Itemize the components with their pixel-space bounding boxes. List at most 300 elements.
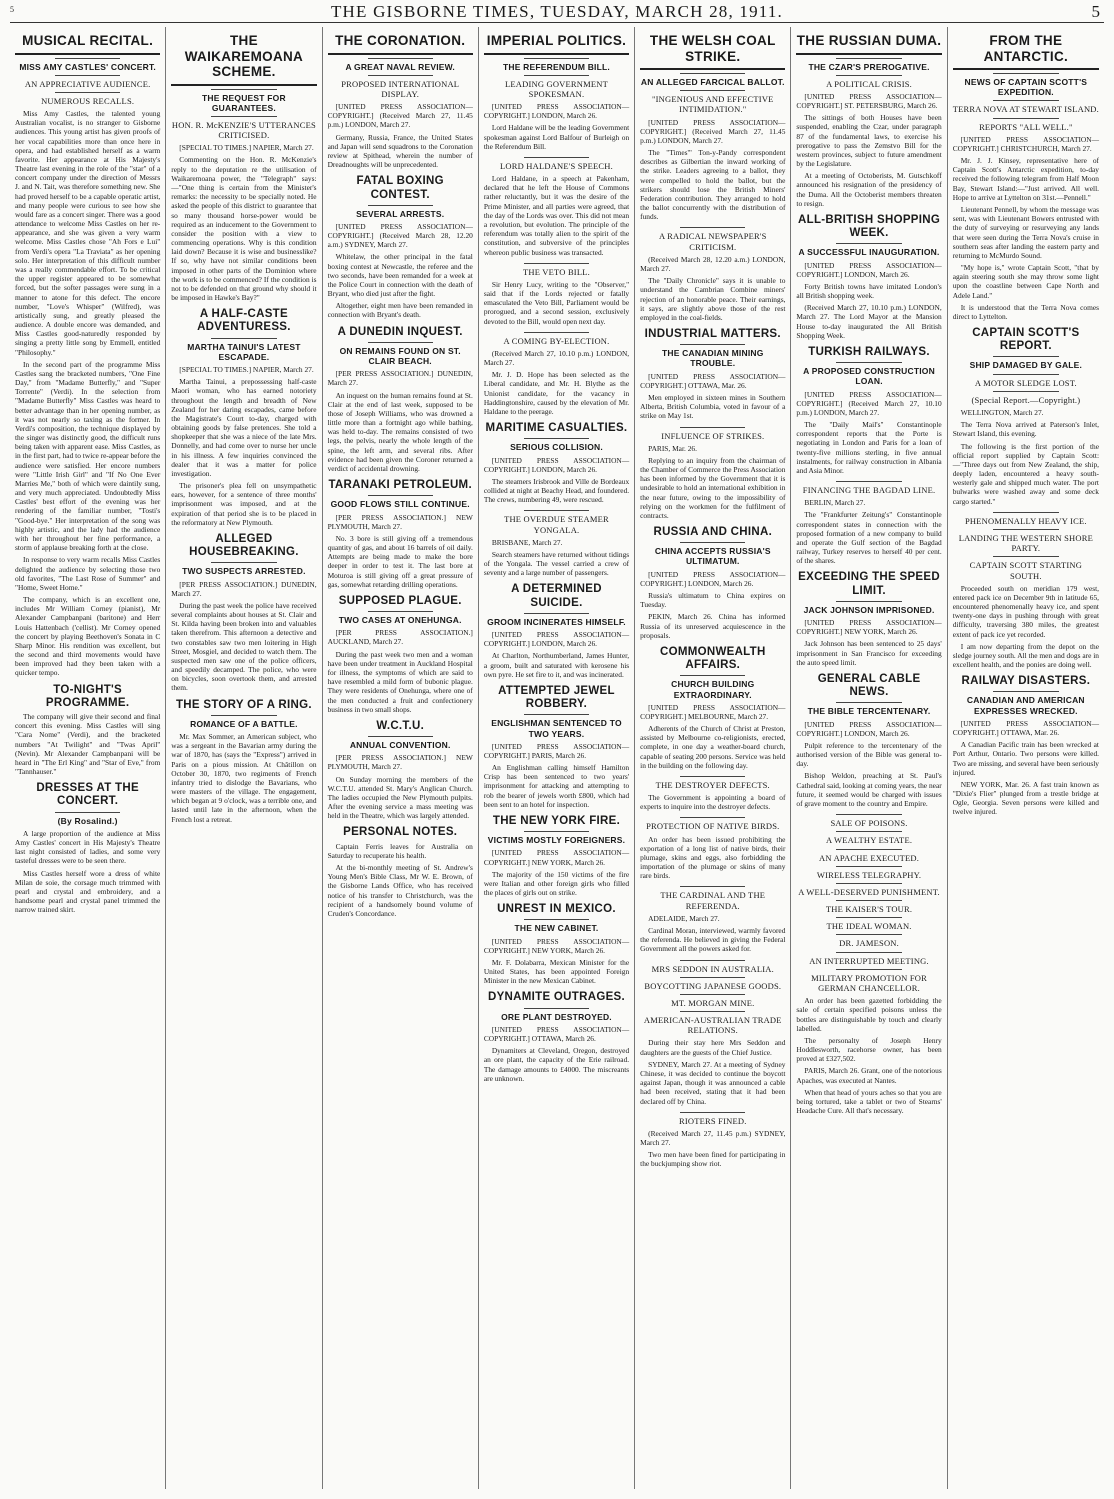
article-headline: TO-NIGHT'S PROGRAMME. (45, 683, 130, 709)
article-subheading: LANDING THE WESTERN SHORE PARTY. (958, 532, 1093, 554)
news-column (479, 27, 635, 1489)
article-headline: RAILWAY DISASTERS. (961, 675, 1091, 688)
article-subheading: THE VETO BILL. (523, 266, 590, 277)
article-headline: THE WELSH COAL STRIKE. (640, 33, 785, 70)
article-paragraph: Dynamiters at Cleveland, Oregon, destroyed an ore plant, the capacity of the Erie railroad. The damage amounts to £4000. The miscreants are unknown. (483, 1046, 630, 1083)
article-paragraph: [UNITED PRESS ASSOCIATION—COPYRIGHT.] LONDON, March 26. (640, 569, 786, 588)
article-subheading: TWO SUSPECTS ARRESTED. (182, 566, 306, 577)
article (796, 33, 941, 208)
article-subheading: AN APPRECIATIVE AUDIENCE. (24, 78, 151, 89)
article-paragraph: Germany, Russia, France, the United States and Japan will send squadrons to the Coronation review at Spithead, wherein the number of Dreadnoughts will be unprecedented. (327, 132, 473, 170)
article-subheading: THE KAISER'S TOUR. (825, 904, 913, 915)
article-subheading: A COMING BY-ELECTION. (503, 335, 610, 346)
article-headline: MUSICAL RECITAL. (15, 33, 160, 55)
news-column (166, 27, 322, 1489)
article (640, 427, 785, 521)
article (484, 422, 629, 504)
article (640, 526, 785, 640)
article-subheading: A POLITICAL CRISIS. (826, 78, 913, 89)
article-paragraph: [UNITED PRESS ASSOCIATION—COPYRIGHT.] LONDON, March 26. (483, 102, 630, 121)
article (484, 583, 629, 678)
divider-rule (680, 1112, 745, 1113)
article-subheading: PHENOMENALLY HEAVY ICE. (964, 515, 1087, 526)
divider-rule (993, 356, 1059, 357)
divider-rule (55, 75, 120, 76)
article-headline: EXCEEDING THE SPEED LIMIT. (798, 571, 940, 597)
article-subheading: AN ALLEGED FARCICAL BALLOT. (640, 77, 785, 88)
article-subheading: THE CZAR'S PREROGATIVE. (808, 61, 930, 72)
article-paragraph: The majority of the 150 victims of the fire were Italian and other foreign girls who filled the places of girls out on strike. (483, 869, 630, 898)
divider-rule (55, 812, 120, 813)
article-subheading: A MOTOR SLEDGE LOST. (974, 377, 1077, 388)
article (171, 33, 316, 302)
divider-rule (993, 691, 1059, 692)
newspaper-title: THE GISBORNE TIMES, TUESDAY, MARCH 28, 1911. (330, 2, 784, 21)
article-paragraph: [PER PRESS ASSOCIATION.] NEW PLYMOUTH, March 27. (327, 753, 473, 772)
divider-rule (211, 562, 276, 563)
divider-rule (993, 73, 1059, 74)
article-paragraph: PARIS, March 26. Grant, one of the notorious Apaches, was executed at Nantes. (796, 1066, 942, 1085)
page-number: 5 (1091, 2, 1100, 21)
article-paragraph: [UNITED PRESS ASSOCIATION—COPYRIGHT.] (Received March 27, 10.10 p.m.) LONDON, March 27. (796, 389, 942, 417)
article-paragraph: Men employed in sixteen mines in Southern Alberta, British Columbia, voted in favour of a strike on May 1st. (640, 393, 786, 421)
divider-rule (836, 814, 901, 815)
article-headline: FATAL BOXING CONTEST. (356, 175, 444, 201)
article (953, 675, 1099, 816)
article-paragraph: [UNITED PRESS ASSOCIATION—COPYRIGHT.] (Received March 28, 12.20 a.m.) SYDNEY, March 27. (327, 221, 473, 250)
article-paragraph: The company will give their second and final concert this evening. Miss Castles will sing "Cara Nome" (Verdi), and the bracketed numbers "At Twilight" and "Twas April" (Nevin). Mr Alexander Campbanpani will be heard in "The Erl King" and "Star of Eve," from "Tannhauser." (15, 712, 161, 777)
article-paragraph: An inquest on the human remains found at St. Clair at the end of last week, supposed to be those of Joseph Williams, who was drowned a little more than a fortnight ago while bathing, was held to-day. The remains consisted of two legs, the pelvis, nearly the whole length of the spine, the left arm, and several ribs. After evidence had been given the Coroner returned a verdict of accidental drowning. (327, 390, 473, 473)
article (640, 886, 785, 953)
divider-rule (524, 613, 589, 614)
article-paragraph: BERLIN, March 27. (804, 498, 866, 508)
article-paragraph: BRISBANE, March 27. (491, 537, 563, 547)
article-subheading: ON REMAINS FOUND ON ST. CLAIR BEACH. (339, 345, 461, 367)
article (953, 512, 1099, 669)
article-paragraph: The company, which is an excellent one, includes Mr William Corney (pianist), Mr Alexander Campbanpani (baritone) and Herr Louis Hattenbach ('cellist). Mr Corney opened the concert by playing Beethoven's Sonata in C Sharp Minor. His rendition was excellent, but the second and third movements would have been improved had they been taken with a quicker tempo. (15, 595, 161, 678)
article-paragraph: [UNITED PRESS ASSOCIATION—COPYRIGHT.] LONDON, March 26. (796, 719, 942, 738)
article-paragraph: Search steamers have returned without tidings of the Yongala. The vessel carried a crew of seventy and a large number of passengers. (483, 549, 630, 578)
article-paragraph: [SPECIAL TO TIMES.] NAPIER, March 27. (179, 365, 314, 375)
article-subheading: MISS AMY CASTLES' CONCERT. (19, 61, 156, 72)
divider-rule (680, 960, 745, 961)
article (328, 826, 473, 918)
article (484, 903, 629, 985)
divider-rule (680, 994, 745, 995)
article-paragraph: Cardinal Moran, interviewed, warmly favored the referenda. He believed in giving the Federal Government all the powers asked for. (640, 926, 786, 954)
article-subheading: NUMEROUS RECALLS. (41, 95, 135, 106)
article-subheading: WIRELESS TELEGRAPHY. (816, 869, 922, 880)
article (953, 33, 1099, 321)
article-subheading: (Special Report.—Copyright.) (971, 394, 1081, 405)
article (328, 595, 473, 714)
article-headline: MARITIME CASUALTIES. (485, 422, 628, 435)
article-headline: THE RUSSIAN DUMA. (796, 33, 941, 55)
article-subheading: THE IDEAL WOMAN. (826, 921, 912, 932)
article-paragraph: [UNITED PRESS ASSOCIATION—COPYRIGHT.] NEW YORK, March 26. (796, 618, 942, 637)
article-subheading: MT. MORGAN MINE. (671, 997, 755, 1008)
article (796, 481, 941, 565)
article-subheading: A SUCCESSFUL INAUGURATION. (798, 247, 940, 258)
divider-rule (993, 512, 1059, 513)
article-paragraph: WELLINGTON, March 27. (960, 408, 1044, 418)
article (15, 782, 160, 914)
article-paragraph: Mr. J. J. Kinsey, representative here of Captain Scott's Antarctic expedition, to-day received the following telegram from Half Moon Bay, Stewart Island:—"Just arrived. All well. Hope to arrive at Lyttelton on 31st.—Pennell." (952, 156, 1099, 202)
article-paragraph: [PER PRESS ASSOCIATION.] AUCKLAND, March 27. (327, 628, 473, 647)
article-headline: UNREST IN MEXICO. (497, 903, 616, 916)
article-paragraph: It is understood that the Terra Nova comes direct to Lyttelton. (952, 302, 1099, 321)
divider-rule (993, 374, 1059, 375)
article-paragraph: [UNITED PRESS ASSOCIATION—COPYRIGHT.] LONDON, March 26. (483, 630, 630, 649)
article-headline: PERSONAL NOTES. (343, 826, 458, 839)
article-subheading: VICTIMS MOSTLY FOREIGNERS. (487, 835, 626, 846)
divider-rule (524, 1008, 589, 1009)
divider-rule (524, 75, 589, 76)
divider-rule (680, 542, 745, 543)
divider-rule (524, 438, 589, 439)
article-paragraph: SYDNEY, March 27. At a meeting of Sydney Chinese, it was decided to continue the boycott against Japan, though it was announced a cable had been received, stating that it had been declared off by China. (640, 1059, 786, 1106)
article-subheading: GOOD FLOWS STILL CONTINUE. (330, 499, 470, 510)
article-subheading: AN APACHE EXECUTED. (819, 852, 920, 863)
divider-rule (836, 362, 901, 363)
article (640, 227, 785, 322)
divider-rule (524, 58, 589, 59)
article (328, 479, 473, 589)
article-paragraph: Mr. F. Dolabarra, Mexican Minister for the United States, has been appointed Foreign Minister in the new Mexican Cabinet. (483, 957, 630, 986)
article-paragraph: [SPECIAL TO TIMES.] NAPIER, March 27. (179, 143, 314, 153)
article-paragraph: [PER PRESS ASSOCIATION.] DUNEDIN, March 27. (171, 579, 317, 598)
article (640, 33, 785, 221)
article-paragraph: [UNITED PRESS ASSOCIATION—COPYRIGHT.] PARIS, March 26. (483, 741, 630, 760)
divider-rule (836, 243, 901, 244)
article (328, 175, 473, 319)
divider-rule (836, 601, 901, 602)
article-paragraph: The steamers Irisbrook and Ville de Bordeaux collided at night at Beachy Head, and foundered. The crews, numbering 49, were rescued. (483, 476, 630, 505)
article-subheading: SERIOUS COLLISION. (510, 442, 603, 453)
article-paragraph: [UNITED PRESS ASSOCIATION—COPYRIGHT.] LONDON, March 26. (483, 455, 630, 474)
article-headline: INDUSTRIAL MATTERS. (644, 328, 781, 341)
article-headline: THE WAIKAREMOANA SCHEME. (171, 33, 316, 86)
divider-rule (836, 75, 901, 76)
article-paragraph: Jack Johnson has been sentenced to 25 days' imprisonment in San Francisco for exceeding the auto speed limit. (796, 639, 942, 667)
article-paragraph: The "Frankfurter Zeitung's" Constantinople correspondent states in connection with the proposed formation of a new company to build and operate the Gulf section of the Bagdad railway, Turkey reserves to herself 40 per cent. of the shares. (796, 510, 942, 566)
article-headline: DRESSES AT THE CONCERT. (36, 782, 139, 808)
article-paragraph: Lieutenant Pennell, by whom the message was sent, was with Lieutenant Bowers entrusted with the duty of surveying or resurveying any lands that were seen during the Terra Nova's cruise in southern seas after landing the eastern party and returning to McMurdo Sound. (952, 204, 1099, 260)
article-subheading: HON. R. McKENZIE'S UTTERANCES CRITICISED. (171, 119, 316, 141)
article-paragraph: [UNITED PRESS ASSOCIATION—COPYRIGHT.] (Received March 27, 11.45 p.m.) LONDON, March 27. (327, 102, 473, 130)
article-paragraph: No. 3 bore is still giving off a tremendous quantity of gas, and about 16 barrels of oil daily. Attempts are being made to make the bore deeper in order to test it. The last bore at Moturoa is still giving off a great pressure of gas, somewhat retarding drilling operations. (327, 533, 473, 589)
article-paragraph: During the past week two men and a woman have been under treatment in Auckland Hospital for illness, the symptoms of which are said to have resembled a mild form of bubonic plague. They were residents of Onehunga, where one of the men conducted a fruit and confectionery business in two small shops. (327, 649, 473, 714)
article-paragraph: On Sunday morning the members of the W.C.T.U. attended St. Mary's Anglican Church. The ladies occupied the New Plymouth pulpits. After the evening service a mass meeting was held in the Theatre, which was largely attended. (327, 774, 473, 821)
divider-rule (524, 263, 589, 264)
article-subheading: JACK JOHNSON IMPRISONED. (803, 604, 935, 615)
divider-rule (368, 342, 433, 343)
divider-rule (680, 675, 745, 676)
article-subheading: THE BIBLE TERCENTENARY. (807, 706, 931, 717)
divider-rule (680, 886, 745, 887)
article-paragraph: [PER PRESS ASSOCIATION.] DUNEDIN, March 27. (327, 369, 473, 388)
article-subheading: TWO CASES AT ONEHUNGA. (338, 615, 462, 626)
article-subheading: INFLUENCE OF STRIKES. (661, 430, 765, 441)
article (484, 991, 629, 1082)
news-column (10, 27, 166, 1489)
article-headline: IMPERIAL POLITICS. (484, 33, 629, 55)
article-headline: FROM THE ANTARCTIC. (953, 33, 1099, 70)
divider-rule (836, 934, 901, 935)
article-paragraph: ADELAIDE, March 27. (648, 913, 720, 923)
article-paragraph: Sir Henry Lucy, writing to the "Observer," said that if the Lords rejected or fatally emasculated the Veto Bill, Parliament would be prorogued, and a second session, exclusively devoted to the Bill, would open next day. (483, 279, 630, 326)
masthead (10, 0, 1104, 23)
article-paragraph: Pulpit reference to the tercentenary of the authorised version of the Bible was general to-day. (796, 740, 942, 769)
article-paragraph: At a meeting of Octoberists, M. Gutschkoff announced his resignation of the presidency of the Duma. All the Octoberist members threaten to resign. (796, 171, 942, 208)
article-paragraph: When that head of yours aches so that you are being tortured, take a tablet or two of Stearns' Headache Cure. All that's necessary. (796, 1087, 942, 1116)
article-paragraph: Whitelaw, the other principal in the fatal boxing contest at Newcastle, the referee and the two seconds, have been remanded for a week at the Police Court in connection with the death of Bryant, who died just after the fight. (327, 252, 473, 299)
article-paragraph: In response to very warm recalls Miss Castles delighted the audience by selecting those two old favorites, "The Last Rose of Summer" and "Home, Sweet Home." (15, 555, 161, 592)
article-subheading: A GREAT NAVAL REVIEW. (345, 61, 455, 72)
divider-rule (680, 344, 745, 345)
divider-rule (680, 1011, 745, 1012)
article-paragraph: PARIS, Mar. 26. (648, 443, 697, 453)
divider-rule (524, 332, 589, 333)
article (640, 817, 785, 880)
article (15, 684, 160, 777)
article-paragraph: [UNITED PRESS ASSOCIATION—COPYRIGHT.] CHRISTCHURCH, March 27. (952, 134, 1099, 153)
article (484, 510, 629, 577)
article-paragraph: In the second part of the programme Miss Castles sang the bracketed numbers, "One Fine Day," from "Madame Butterfly," and "Super Torrente" (Verdi). In the selection from "Madame Butterfly" Miss Castles was heard to better advantage than in her opening number, as it was not nearly so taxing as the former. In Verdi's composition, the technique displayed by the singer was distinctly good, the difficult runs being taken with apparent ease. Miss Castles, as in the first part, had to twice re-appear before the audience were satisfied. Her encore numbers were "Little Irish Girl" and "If No One Ever Marries Me," both of which were daintily sung, and very much appreciated. Undoubtedly Miss Castles' best effort of the evening was her rendering of the familiar number, "Tosti's "Good-bye." Her interpretation of the song was highly artistic, and the lady had the audience with her throughout her fine performance, a storm of applause breaking forth at the close. (15, 359, 161, 553)
article-paragraph: [UNITED PRESS ASSOCIATION—COPYRIGHT.] ST. PETERSBURG, March 26. (796, 91, 942, 111)
article-subheading: TERRA NOVA AT STEWART ISLAND. (952, 104, 1099, 115)
divider-rule (368, 611, 433, 612)
article-subheading: FINANCING THE BAGDAD LINE. (802, 485, 936, 496)
article-paragraph: The "Daily Mail's" Constantinople correspondent reports that the Porte is negotiating in London and Paris for a loan of twenty-five millions sterling, in five annual instalments, for railway construction in Albania and Asia Minor. (796, 420, 942, 475)
article-paragraph: Lord Haldane, in a speech at Pakenham, declared that he left the House of Commons rather reluctantly, but it was the desire of the Prime Minister, and all parties were agreed, that the day of the Lords was over. This did not mean a revolution, but evolution. The principle of the referendum was totally alien to the spirit of the constitution, and subversive of the principles whereon public business was transacted. (483, 174, 630, 257)
article-paragraph: The Government is appointing a board of experts to inquire into the destroyer defects. (640, 793, 786, 812)
article (484, 263, 629, 326)
article-paragraph: Adherents of the Church of Christ at Preston, assisted by Melbourne co-religionists, erected, complete, in one day a weather-board church, capable of seating 200 persons. Service was held in the building on the following day. (640, 724, 786, 770)
article-paragraph: Miss Castles herself wore a dress of white Milan de soie, the corsage much trimmed with pearl and crystal and embroidery, and a handsome pearl and crystal panel trimmed the narrow trained skirt. (15, 868, 161, 915)
article-paragraph: [UNITED PRESS ASSOCIATION—COPYRIGHT.] NEW YORK, March 26. (483, 936, 630, 955)
article-paragraph: Forty British towns have imitated London's all British shopping week. (796, 281, 942, 301)
divider-rule (211, 338, 276, 339)
article-paragraph: PEKIN, March 26. China has informed Russia of its unreserved acquiescence in the proposals. (640, 612, 786, 640)
article-paragraph: [UNITED PRESS ASSOCIATION—COPYRIGHT.] OTTAWA, March 26. (483, 1024, 630, 1044)
article-headline: GENERAL CABLE NEWS. (817, 672, 921, 699)
divider-rule (836, 900, 901, 901)
divider-rule (680, 977, 745, 978)
divider-rule (680, 776, 745, 777)
article-subheading: MILITARY PROMOTION FOR GERMAN CHANCELLOR. (811, 972, 927, 994)
article-headline: TURKISH RAILWAYS. (808, 345, 930, 358)
article-subheading: SEVERAL ARRESTS. (356, 208, 445, 219)
article-subheading: THE CANADIAN MINING TROUBLE. (662, 348, 764, 369)
article-paragraph: Lord Haldane will be the leading Government spokesman against Lord Balfour of Burleigh on the Referendum Bill. (483, 123, 630, 151)
article-paragraph: The personalty of Joseph Henry Hoddlesworth, racehorse owner, has been proved at £327,502. (796, 1035, 942, 1064)
news-column (948, 27, 1104, 1489)
article-paragraph: Martha Tainui, a prepossessing half-caste Maori woman, who has earned notoriety throughout the length and breadth of New Zealand for her daring escapades, came before the Magistrate's Court to-day, charged with obtaining goods by false pretences. She told a shopkeeper that she was a niece of the late Mrs. Donnelly, and had come over to nurse her uncle in his illness. A few inquiries convinced the dealer that it was a matter for police investigation. (171, 377, 317, 478)
article-paragraph: (Received March 27, 10.10 p.m.) LONDON, March 27. (483, 348, 630, 368)
article-subheading: A WEALTHY ESTATE. (825, 835, 913, 846)
article-paragraph: [UNITED PRESS ASSOCIATION—COPYRIGHT.] (Received March 27, 11.45 p.m.) LONDON, March 27. (640, 117, 786, 145)
article-subheading: AN INTERRUPTED MEETING. (809, 955, 929, 966)
article-paragraph: An order has been gazetted forbidding the sale of certain specified poisons unless the bottles are distinguishable by touch and clearly labelled. (796, 996, 942, 1033)
article-paragraph: During the past week the police have received several complaints about houses at St. Clair and St. Kilda having been broken into and valuables taken therefrom. This afternoon a detective and two constables saw two men loitering in High Street, Mosgiel, and decided to watch them. The suspected men saw one of the police officers, and speedily decamped. The police, who were on bicycles, soon overtook them, and arrested them. (171, 600, 317, 693)
article-headline: RUSSIA AND CHINA. (653, 526, 773, 539)
article-paragraph: Mr. Max Sommer, an American subject, who was a sergeant in the Bavarian army during the war of 1870, has (says the "Express") arrived in Paris on a pious mission. At Châtillon on October 30, 1870, two regiments of French infantry tried to dislodge the Bavarians, who were masters of the village. The engagement, which began at 9 o'clock, was a terrible one, and lasted until late in the afternoon, when the French lost a retreat. (171, 732, 317, 824)
article-subheading: NEWS OF CAPTAIN SCOTT'S EXPEDITION. (964, 77, 1088, 98)
article-paragraph: A Canadian Pacific train has been wrecked at Port Arthur, Ontario. Two persons were killed. Two are missing, and several have been seriously injured. (952, 740, 1099, 777)
article-headline: ALLEGED HOUSEBREAKING. (189, 532, 299, 559)
divider-rule (211, 715, 276, 716)
article-paragraph: The "Times'" Ton-y-Pandy correspondent describes as Gilbertian the inward working of the strike. Leaders agreeing to a ballot, they were compelled to hold the ballot, but the strikers should lose the British Miners' Federation contribution. They arranged to hold the ballot concurrently with the distribution of funds. (640, 148, 786, 222)
article (640, 960, 785, 1106)
divider-rule (680, 90, 745, 91)
article-headline: A DETERMINED SUICIDE. (511, 583, 602, 609)
article (640, 776, 785, 812)
divider-rule (836, 883, 901, 884)
article (484, 33, 629, 151)
article-paragraph: Russia's ultimatum to China expires on Tuesday. (640, 591, 786, 610)
article-paragraph: At the bi-monthly meeting of St. Andrew's Young Men's Bible Class, Mr W. E. Brown, of the Gisborne Lands Office, who has received notice of his transfer to Christchurch, was the recipient of a handsomely bound volume of Cruden's Concordance. (327, 863, 473, 918)
divider-rule (524, 919, 589, 920)
article-paragraph: Replying to an inquiry from the chairman of the Chamber of Commerce the Press Association has been informed by the Government that it is undesirable to hold an international exhibition in the near future, owing to the impossibility of relying on the workmen for the fulfilment of contracts. (640, 455, 786, 520)
article (484, 685, 629, 809)
article-headline: THE NEW YORK FIRE. (492, 814, 621, 827)
article-paragraph: Mr. J. D. Hope has been selected as the Liberal candidate, and Mr. H. Blythe as the Unionist candidate, for the vacancy in Haddingtonshire, caused by the elevation of Mr. Haldane to the peerage. (483, 370, 630, 416)
article-subheading: CANADIAN AND AMERICAN EXPRESSES WRECKED. (966, 695, 1085, 716)
article-subheading: PROPOSED INTERNATIONAL DISPLAY. (341, 78, 460, 99)
divider-rule (368, 205, 433, 206)
article-subheading: MARTHA TAINUI'S LATEST ESCAPADE. (187, 341, 301, 362)
article-subheading: CHINA ACCEPTS RUSSIA'S ULTIMATUM. (654, 546, 771, 567)
article-subheading: PROTECTION OF NATIVE BIRDS. (646, 821, 780, 832)
article-paragraph: The Terra Nova arrived at Paterson's Inlet, Stewart Island, this evening. (952, 420, 1099, 439)
article-paragraph: During their stay here Mrs Seddon and daughters are the guests of the Chief Justice. (640, 1038, 786, 1057)
article-paragraph: [UNITED PRESS ASSOCIATION—COPYRIGHT.] LONDON, March 26. (796, 260, 942, 279)
article-paragraph: At Charlton, Northumberland, James Hunter, a groom, built and saturated with kerosene his own pyre. He set fire to it, and was incinerated. (483, 651, 630, 679)
divider-rule (368, 736, 433, 737)
article (328, 33, 473, 169)
article-paragraph: [UNITED PRESS ASSOCIATION—COPYRIGHT.] OTTAWA, Mar. 26. (640, 371, 786, 390)
divider-rule (55, 58, 120, 59)
article (796, 571, 941, 666)
divider-rule (836, 969, 901, 970)
divider-rule (993, 118, 1059, 119)
article (328, 720, 473, 821)
article-paragraph: An Englishman calling himself Hamilton Crisp has been sentenced to two years' imprisonment for attacking and attempting to rob the bearer of jewels worth £800, which had been sent to an hotel for inspection. (483, 763, 630, 809)
article-subheading: A RADICAL NEWSPAPER'S CRITICISM. (658, 231, 767, 252)
article-paragraph: [UNITED PRESS ASSOCIATION—COPYRIGHT.] MELBOURNE, March 27. (640, 702, 786, 721)
article (796, 346, 941, 475)
divider-rule (368, 58, 433, 59)
masthead-corner-mark: 5 (10, 5, 15, 14)
article-headline: A HALF-CASTE ADVENTURESS. (197, 308, 291, 334)
divider-rule (836, 481, 901, 482)
divider-rule (993, 529, 1059, 530)
article-headline: TARANAKI PETROLEUM. (328, 479, 472, 492)
article-headline: SUPPOSED PLAGUE. (338, 594, 462, 607)
article (15, 33, 160, 678)
article-headline: ATTEMPTED JEWEL ROBBERY. (498, 684, 615, 711)
article-paragraph: Proceeded south on meridian 179 west, entered pack ice on December 9th in latitude 65, encountered phenomenally heavy ice, and spent twenty-one days in pushing through with great difficulty, traversing 380 miles, the greatest extent of pack ice yet recorded. (952, 583, 1099, 639)
article-subheading: THE NEW CABINET. (514, 923, 599, 934)
divider-rule (836, 952, 901, 953)
article-subheading: AMERICAN-AUSTRALIAN TRADE RELATIONS. (643, 1015, 782, 1036)
article-paragraph: The prisoner's plea fell on unsympathetic ears, however, for a sentence of three months' imprisonment was imposed, and at the expiration of that period she is to be placed in the reformatory at New Plymouth. (171, 481, 317, 527)
news-column (791, 27, 947, 1489)
article-subheading: BOYCOTTING JAPANESE GOODS. (644, 980, 782, 991)
article-headline: DYNAMITE OUTRAGES. (487, 991, 625, 1004)
divider-rule (368, 75, 433, 76)
article-paragraph: The sittings of both Houses have been suspended, enabling the Czar, under paragraph 87 of the fundamental laws, to exercise his prerogative to pass the Zemstvo Bill for the western provinces, subject to future amendment by the Legislature. (796, 113, 942, 169)
divider-rule (993, 556, 1059, 557)
article-subheading: (By Rosalind.) (57, 815, 118, 826)
divider-rule (836, 58, 901, 59)
article-paragraph: Captain Ferris leaves for Australia on Saturday to recuperate his health. (327, 841, 473, 860)
article-paragraph: Commenting on the Hon. R. McKenzie's reply to the deputation re the utilisation of Waikaremoana power, the "Telegraph" says:—"One thing is certain from the Minister's remarks: the necessity to be specially noted. He asked the people of this district to guarantee that so many thousand horse-power would be required as an inducement to the Government to consider the position with a view to commencing operations. Why is this condition laid down? Because it is wise and businesslike? If so, why have not similar conditions been imposed in other parts of the Dominion where the work is to be commenced? If the condition is not to be defended on that ground why should it be imposed in Hawke's Bay?" (171, 155, 317, 303)
article-subheading: ENGLISHMAN SENTENCED TO TWO YEARS. (491, 718, 622, 739)
article-subheading: LORD HALDANE'S SPEECH. (500, 160, 613, 171)
divider-rule (524, 157, 589, 158)
article (328, 326, 473, 473)
article-subheading: GROOM INCINERATES HIMSELF. (487, 616, 626, 627)
article-headline: W.C.T.U. (376, 719, 425, 732)
article-subheading: THE DESTROYER DEFECTS. (655, 779, 770, 790)
divider-rule (524, 510, 589, 511)
divider-rule (680, 427, 745, 428)
newspaper-columns (10, 27, 1104, 1489)
divider-rule (680, 73, 745, 74)
article-subheading: DR. JAMESON. (839, 938, 899, 949)
divider-rule (524, 831, 589, 832)
article (640, 1112, 785, 1169)
article (484, 157, 629, 257)
article-paragraph: Miss Amy Castles, the talented young Australian vocalist, is no stranger to Gisborne audiences. This young artist has given proofs of her vocal capabilities more than once here in opera, and had established herself as a warm favorite. Her appearance at His Majesty's Theatre last evening in the role of the "star" of a concert company under the direction of Messrs J. and N. Tait, was therefore something new. She had proved herself to be a capable operatic artist, and many people were curious to see how she would fare as a concert singer. There was a good attendance to welcome Miss Castles on her re-appearance, and she was given a very warm welcome. Miss Castles chose "Ah Fors e Lui" from Verdi's opera "La Traviata" as her opening solo. Her interpretation of this difficult number was a really commendable effort. To be critical the upper register appeared to be somewhat forced, but the softer passages were sung in a manner to atone for this defect. The encore number, "Love's Whisper" (Wilfred), was artistically sung, and greatly pleased the audience. A double encore was demanded, and Miss Castles good-naturedly responded by singing a pretty little song by Emmell, entitled "Philosophy." (15, 109, 161, 357)
divider-rule (993, 100, 1059, 101)
divider-rule (836, 849, 901, 850)
divider-rule (836, 866, 901, 867)
article-headline: COMMONWEALTH AFFAIRS. (659, 645, 766, 672)
article-paragraph: [PER PRESS ASSOCIATION.] NEW PLYMOUTH, March 27. (327, 512, 473, 531)
article-subheading: "INGENIOUS AND EFFECTIVE INTIMIDATION." (651, 94, 774, 115)
article (640, 646, 785, 770)
divider-rule (211, 89, 276, 90)
article-subheading: LEADING GOVERNMENT SPOKESMAN. (504, 78, 608, 99)
article-subheading: RIOTERS FINED. (679, 1115, 747, 1126)
divider-rule (993, 391, 1059, 392)
article-paragraph: I am now departing from the depot on the sledge journey south. All the men and dogs are in excellent health, and the ponies are doing well. (952, 641, 1099, 670)
article-paragraph: (Received March 27, 10.10 p.m.) LONDON, March 27. The Lord Mayor at the Mansion House to-day inaugurated the All British Shopping Week. (796, 303, 942, 340)
divider-rule (836, 702, 901, 703)
article-subheading: MRS SEDDON IN AUSTRALIA. (651, 963, 774, 974)
article-subheading: THE CARDINAL AND THE REFERENDA. (660, 890, 766, 911)
article-paragraph: [UNITED PRESS ASSOCIATION—COPYRIGHT.] OTTAWA, Mar. 26. (952, 718, 1099, 738)
article (796, 814, 941, 1115)
article-subheading: A PROPOSED CONSTRUCTION LOAN. (803, 366, 935, 387)
article-paragraph: The following is the first portion of the official report supplied by Captain Scott:—"Three days out from New Zealand, the ship, deeply laden, encountered a heavy south-westerly gale and shipped much water. The port bulwarks were washed away and some deck cargo started." (952, 441, 1099, 506)
divider-rule (524, 714, 589, 715)
article (171, 699, 316, 824)
divider-rule (836, 917, 901, 918)
article-subheading: ANNUAL CONVENTION. (349, 740, 451, 751)
divider-rule (680, 227, 745, 228)
article-paragraph: An order has been issued prohibiting the exportation of a long list of native birds, their plumage, skins and eggs, also forbidding the importation of the plumage or skins of many rare birds. (640, 834, 786, 881)
article-subheading: SHIP DAMAGED BY GALE. (969, 360, 1083, 371)
article-paragraph: NEW YORK, Mar. 26. A fast train known as "Dixie's Flier" plunged from a trestle bridge at Ogle, Georgia. Seven persons were killed and twelve injured. (952, 779, 1099, 817)
article (640, 328, 785, 420)
article (796, 673, 941, 808)
article-subheading: SALE OF POISONS. (830, 818, 908, 829)
article (953, 327, 1099, 506)
